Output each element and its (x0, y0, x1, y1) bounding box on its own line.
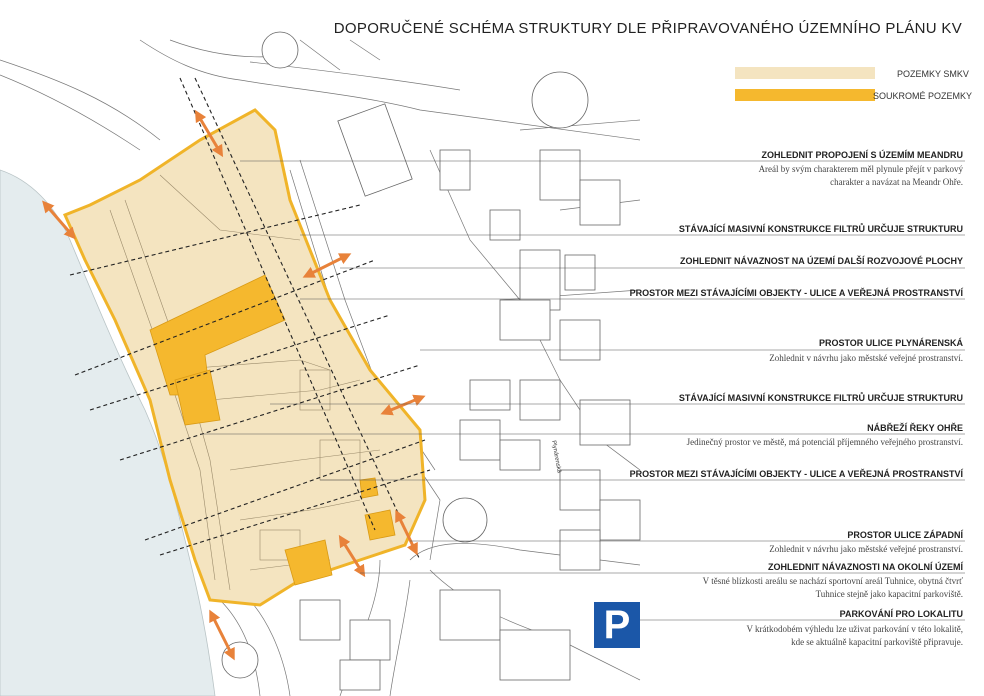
page-title: DOPORUČENÉ SCHÉMA STRUKTURY DLE PŘIPRAVOVANÉHO ÚZEMNÍHO PLÁNU KV (333, 20, 962, 37)
annotation-heading-zapadni: PROSTOR ULICE ZÁPADNÍ (847, 530, 963, 540)
annotation-heading-filters-2: STÁVAJÍCÍ MASIVNÍ KONSTRUKCE FILTRŮ URČUJE STRUKTURU (678, 393, 963, 403)
annotation-heading-riverbank: NÁBŘEŽÍ ŘEKY OHŘE (867, 423, 963, 433)
annotation-desc-meander-1: Areál by svým charakterem měl plynule přejít v parkový (758, 164, 963, 174)
annotation-heading-space-1: PROSTOR MEZI STÁVAJÍCÍMI OBJEKTY - ULICE A VEŘEJNÁ PROSTRANSTVÍ (629, 288, 963, 298)
annotation-heading-plynarenska: PROSTOR ULICE PLYNÁRENSKÁ (818, 338, 963, 348)
annotation-heading-surroundings: ZOHLEDNIT NÁVAZNOSTI NA OKOLNÍ ÚZEMÍ (768, 562, 963, 572)
legend-label-smkv: POZEMKY SMKV (897, 69, 969, 79)
annotation-heading-meander: ZOHLEDNIT PROPOJENÍ S ÚZEMÍM MEANDRU (761, 150, 963, 160)
annotation-heading-development: ZOHLEDNIT NÁVAZNOST NA ÚZEMÍ DALŠÍ ROZVOJOVÉ PLOCHY (679, 256, 963, 266)
legend-swatch-smkv (735, 67, 875, 79)
annotation-desc-parking-2: kde se aktuálně kapacitní parkoviště připravuje. (791, 637, 963, 647)
arrow-south-link (212, 615, 232, 655)
legend-swatch-private (735, 89, 875, 101)
annotation-desc-meander-2: charakter a navázat na Meandr Ohře. (830, 177, 963, 187)
annotation-heading-filters-1: STÁVAJÍCÍ MASIVNÍ KONSTRUKCE FILTRŮ URČUJE STRUKTURU (678, 224, 963, 234)
street-label-plynarenska: Plynárenská (550, 440, 562, 474)
parking-icon: P (594, 602, 640, 648)
annotation-desc-parking-1: V krátkodobém výhledu lze uživat parkování v této lokalitě, (746, 624, 963, 634)
legend-label-private: SOUKROMÉ POZEMKY (873, 91, 973, 101)
annotation-heading-parking: PARKOVÁNÍ PRO LOKALITU (839, 609, 963, 619)
annotation-desc-zapadni: Zohlednit v návrhu jako městské veřejné prostranství. (769, 544, 963, 554)
annotation-desc-riverbank: Jedinečný prostor ve městě, má potenciál příjemného veřejného prostranství. (686, 437, 963, 447)
annotation-heading-space-2: PROSTOR MEZI STÁVAJÍCÍMI OBJEKTY - ULICE A VEŘEJNÁ PROSTRANSTVÍ (629, 469, 963, 479)
annotation-desc-surroundings-1: V těsné blízkosti areálu se nachází sportovní areál Tuhnice, obytná čtvrť (702, 576, 963, 586)
annotation-desc-plynarenska: Zohlednit v návrhu jako městské veřejné prostranství. (769, 353, 963, 363)
annotation-desc-surroundings-2: Tuhnice stejně jako kapacitní parkoviště. (815, 589, 963, 599)
